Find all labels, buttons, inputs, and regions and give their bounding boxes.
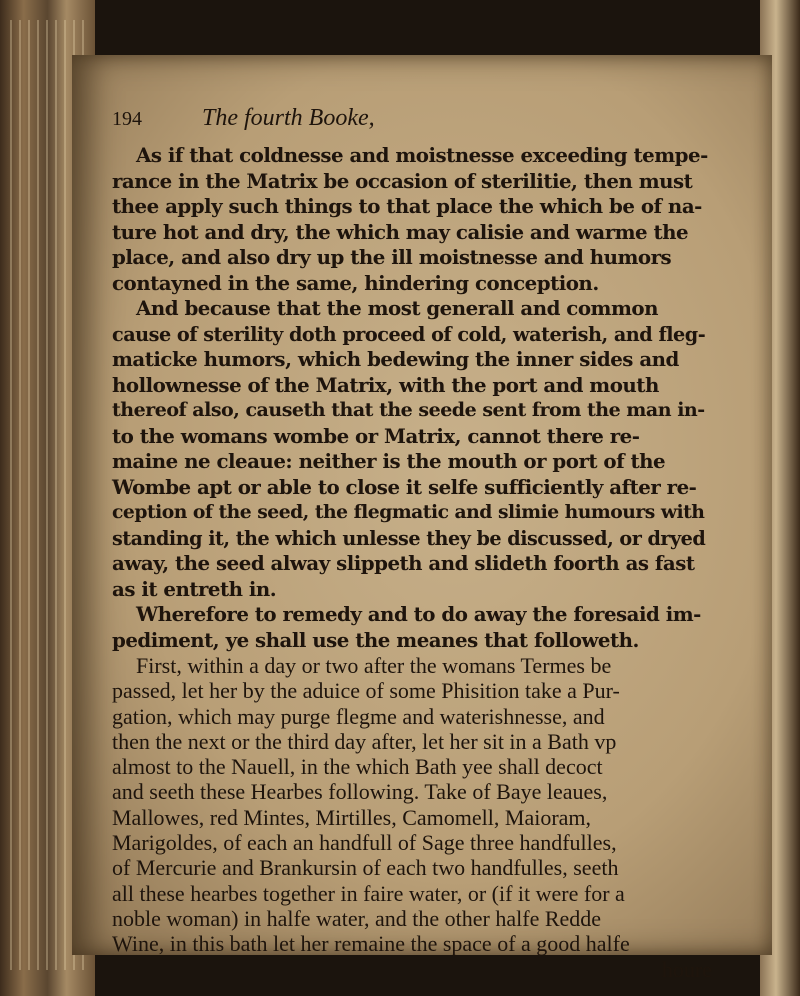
- text-line: thee apply such things to that place the which be of na-: [112, 194, 702, 218]
- text-line: Marigoldes, of each an handfull of Sage three handfulles,: [112, 830, 617, 856]
- text-line: hollownesse of the Matrix, with the port and mouth: [112, 372, 659, 397]
- text-line: standing it, the which unlesse they be discussed, or dryed: [112, 526, 706, 550]
- text-line: of Mercurie and Brankursin of each two handfulles, seeth: [112, 855, 619, 881]
- text-line: to the womans wombe or Matrix, cannot there re-: [112, 423, 640, 448]
- text-line: thereof also, causeth that the seede sent from the man in-: [112, 399, 705, 421]
- roman-paragraph: [112, 653, 712, 982]
- running-head: The fourth Booke,: [202, 105, 375, 131]
- page-header: [112, 105, 712, 143]
- text-line: First, within a day or two after the womans Termes be: [136, 653, 612, 678]
- text-line: maine ne cleaue: neither is the mouth or port of the: [112, 449, 666, 473]
- blackletter-paragraphs: [112, 143, 712, 653]
- text-line: Wombe apt or able to close it selfe sufficiently after re-: [112, 474, 697, 499]
- text-line: ture hot and dry, the which may calisie and warme the: [112, 219, 689, 244]
- text-line: As if that coldnesse and moistnesse exceeding tempe-: [136, 143, 708, 167]
- text-line: ception of the seed, the flegmatic and slimie humours with: [112, 501, 705, 523]
- text-line: away, the seed alway slippeth and slideth foorth as fast: [112, 551, 695, 575]
- page-text: [112, 105, 712, 982]
- text-line: And because that the most generall and common: [136, 296, 658, 320]
- text-line: Wherefore to remedy and to do away the foresaid im-: [136, 602, 701, 626]
- text-line: passed, let her by the aduice of some Phisition take a Pur-: [112, 678, 620, 704]
- text-line: Wine, in this bath let her remaine the space of a good halfe: [112, 931, 630, 957]
- text-line: contayned in the same, hindering conception.: [112, 270, 599, 295]
- text-line: as it entreth in.: [112, 576, 277, 601]
- text-line: Mallowes, red Mintes, Mirtilles, Camomell, Maioram,: [112, 804, 592, 830]
- text-line: almost to the Nauell, in the which Bath yee shall decoct: [112, 754, 603, 780]
- text-line: maticke humors, which bedewing the inner sides and: [112, 347, 679, 371]
- page-number: 194: [112, 108, 142, 130]
- text-line: pediment, ye shall use the meanes that followeth.: [112, 627, 639, 652]
- catchword: houre: [661, 956, 712, 982]
- text-line: gation, which may purge flegme and waterishnesse, and: [112, 703, 605, 729]
- text-line: all these hearbes together in faire water, or (if it were for a: [112, 880, 625, 906]
- text-line: noble woman) in halfe water, and the other halfe Redde: [112, 905, 602, 931]
- text-line: place, and also dry up the ill moistnesse and humors: [112, 245, 672, 269]
- text-line: and seeth these Hearbes following. Take of Baye leaues,: [112, 779, 608, 805]
- text-line: rance in the Matrix be occasion of sterilitie, then must: [112, 168, 693, 193]
- text-line: cause of sterility doth proceed of cold, waterish, and fleg-: [112, 322, 706, 346]
- text-line: then the next or the third day after, let her sit in a Bath vp: [112, 728, 617, 754]
